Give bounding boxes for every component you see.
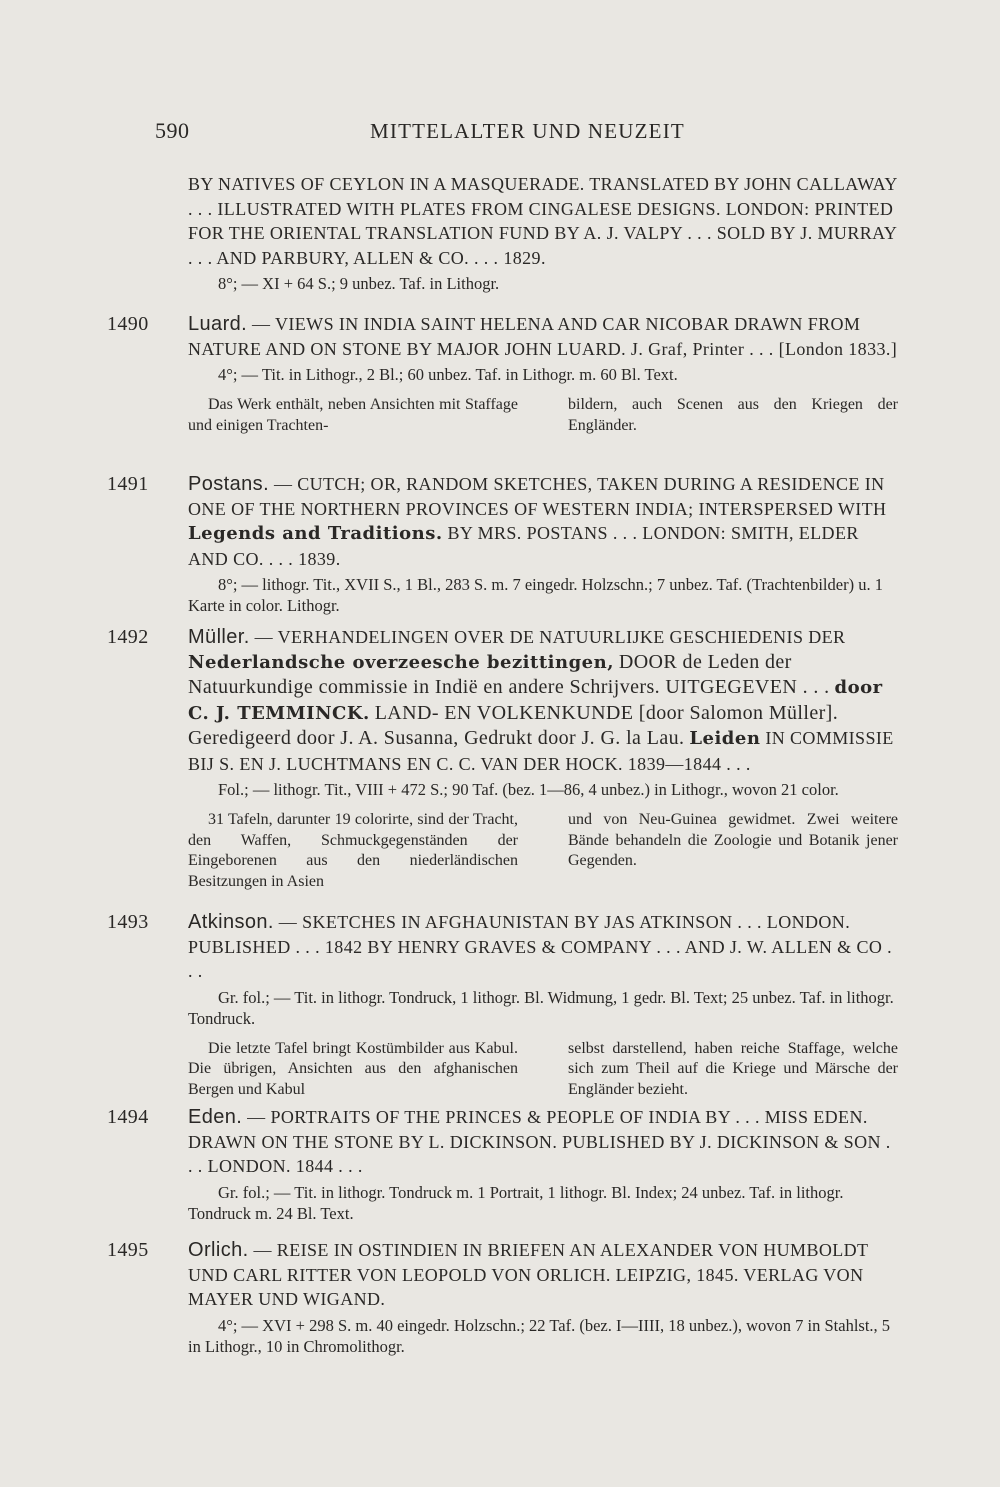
- page-number: 590: [155, 118, 190, 143]
- entry-number: 1494: [107, 1106, 149, 1128]
- entry-1495: [107, 1238, 898, 1357]
- note-right: bildern, auch Scenen aus den Kriegen der Engländer.: [568, 396, 898, 434]
- entry-title: BY NATIVES OF CEYLON IN A MASQUERADE. TRANSLATED BY JOHN CALLAWAY . . . ILLUSTRATED WITH PLATES FROM CINGALESE DESIGNS. LONDON: PRINTED FOR THE ORIENTAL TRANSLATION FUND BY A. J. VALPY . . . SOLD BY J. MURRAY . . . AND PARBURY, ALLEN & CO. . . . 1829.: [188, 174, 898, 268]
- entry-title-cont: LAND- EN VOLKENKUNDE [door Salomon Müller]. Geredigeerd door J. A. Susanna, Gedrukt door J. G. la Lau.: [188, 701, 839, 749]
- entry-author: Orlich.: [188, 1239, 249, 1261]
- entry-title: — REISE IN OSTINDIEN IN BRIEFEN AN ALEXANDER VON HUMBOLDT UND CARL RITTER VON LEOPOLD VON ORLICH. LEIPZIG, 1845. VERLAG VON MAYER UND WIGAND.: [188, 1240, 869, 1309]
- entry-description: 4°; — XVI + 298 S. m. 40 eingedr. Holzschn.; 22 Taf. (bez. I—IIII, 18 unbez.), wovon 7 in Stahlst., 5 in Lithogr., 10 in Chromolithogr.: [188, 1315, 891, 1356]
- entry-title: — PORTRAITS OF THE PRINCES & PEOPLE OF INDIA BY . . . MISS EDEN. DRAWN ON THE STONE BY L. DICKINSON. PUBLISHED BY J. DICKINSON & SON . . . LONDON. 1844 . . .: [188, 1107, 891, 1176]
- running-title: MITTELALTER UND NEUZEIT: [370, 119, 685, 143]
- entry-title-fraktur: Nederlandsche overzeesche bezittingen,: [188, 651, 614, 673]
- entry-title: — VIEWS IN INDIA SAINT HELENA AND CAR NICOBAR DRAWN FROM NATURE AND ON STONE BY MAJOR JOHN LUARD. J. Graf, Printer . . . [London 1833.]: [188, 314, 898, 359]
- entry-notes: [188, 1039, 898, 1101]
- entry-number: 1490: [107, 313, 149, 335]
- entry-title-cont: IN COMMISSIE BIJ S. EN J. LUCHTMANS EN C. C. VAN DER HOCK. 1839—1844 . . .: [188, 728, 894, 774]
- entry-1492: [107, 625, 898, 892]
- note-left: Das Werk enthält, neben Ansichten mit Staffage und einigen Trachten-: [188, 396, 518, 434]
- entry-title-cont: DOOR de Leden der Natuurkundige commissie in Indië en andere Schrijvers. UITGEGEVEN . . .: [188, 650, 830, 698]
- entry-number: 1493: [107, 911, 149, 933]
- entry-notes: [188, 810, 898, 892]
- note-right: selbst darstellend, haben reiche Staffage, welche sich zum Theil auf die Kriege und Märsche der Engländer bezieht.: [568, 1039, 898, 1098]
- entry-1490: [107, 312, 898, 436]
- entry-description: Gr. fol.; — Tit. in lithogr. Tondruck m. 1 Portrait, 1 lithogr. Bl. Index; 24 unbez. Taf. in lithogr. Tondruck m. 24 Bl. Text.: [188, 1182, 844, 1223]
- entry-1493: [107, 910, 898, 1100]
- entry-1491: [107, 472, 898, 616]
- entry-1494: [107, 1105, 898, 1224]
- entry-title-cont: BY MRS. POSTANS . . . LONDON: SMITH, ELDER AND CO. . . . 1839.: [188, 523, 859, 569]
- entry-title-fraktur: Leiden: [689, 728, 761, 749]
- entry-author: Atkinson.: [188, 911, 274, 933]
- note-left: 31 Tafeln, darunter 19 colorirte, sind der Tracht, den Waffen, Schmuckgegenständen der Eingeborenen aus den niederländischen Besitzungen in Asien: [188, 811, 518, 890]
- entry-continuation: [188, 172, 898, 294]
- note-right: und von Neu-Guinea gewidmet. Zwei weitere Bände behandeln die Zoologie und Botanik jener Gegenden.: [568, 811, 898, 869]
- entry-description: Fol.; — lithogr. Tit., VIII + 472 S.; 90 Taf. (bez. 1—86, 4 unbez.) in Lithogr., wovon 21 color.: [218, 780, 839, 799]
- entry-title-fraktur: Legends and Traditions.: [188, 523, 443, 544]
- entry-description: 4°; — Tit. in Lithogr., 2 Bl.; 60 unbez. Taf. in Lithogr. m. 60 Bl. Text.: [218, 365, 678, 384]
- entry-description: Gr. fol.; — Tit. in lithogr. Tondruck, 1 lithogr. Bl. Widmung, 1 gedr. Bl. Text; 25 unbez. Taf. in lithogr. Tondruck.: [188, 987, 894, 1028]
- entry-author: Postans.: [188, 473, 270, 495]
- entry-number: 1492: [107, 626, 149, 648]
- entry-title: — SKETCHES IN AFGHAUNISTAN BY JAS ATKINSON . . . LONDON. PUBLISHED . . . 1842 BY HENRY GRAVES & COMPANY . . . AND J. W. ALLEN & CO . . .: [188, 912, 893, 981]
- entry-description: 8°; — XI + 64 S.; 9 unbez. Taf. in Lithogr.: [218, 274, 500, 293]
- note-left: Die letzte Tafel bringt Kostümbilder aus Kabul. Die übrigen, Ansichten aus den afghanischen Bergen und Kabul: [188, 1039, 518, 1098]
- entry-number: 1495: [107, 1239, 149, 1261]
- entry-title: — CUTCH; OR, RANDOM SKETCHES, TAKEN DURING A RESIDENCE IN ONE OF THE NORTHERN PROVINCES OF WESTERN INDIA; INTERSPERSED WITH: [188, 474, 887, 519]
- entry-title-fraktur: door C. J. TEMMINCK.: [188, 677, 883, 724]
- entry-author: Luard.: [188, 313, 248, 335]
- entry-notes: [188, 395, 898, 436]
- entry-description: 8°; — lithogr. Tit., XVII S., 1 Bl., 283 S. m. 7 eingedr. Holzschn.; 7 unbez. Taf. (Trachtenbilder) u. 1 Karte in color. Lithogr.: [188, 575, 883, 615]
- entry-title: — VERHANDELINGEN OVER DE NATUURLIJKE GESCHIEDENIS DER: [254, 627, 846, 647]
- entry-author: Müller.: [188, 626, 250, 648]
- entry-author: Eden.: [188, 1106, 243, 1128]
- entry-number: 1491: [107, 473, 149, 495]
